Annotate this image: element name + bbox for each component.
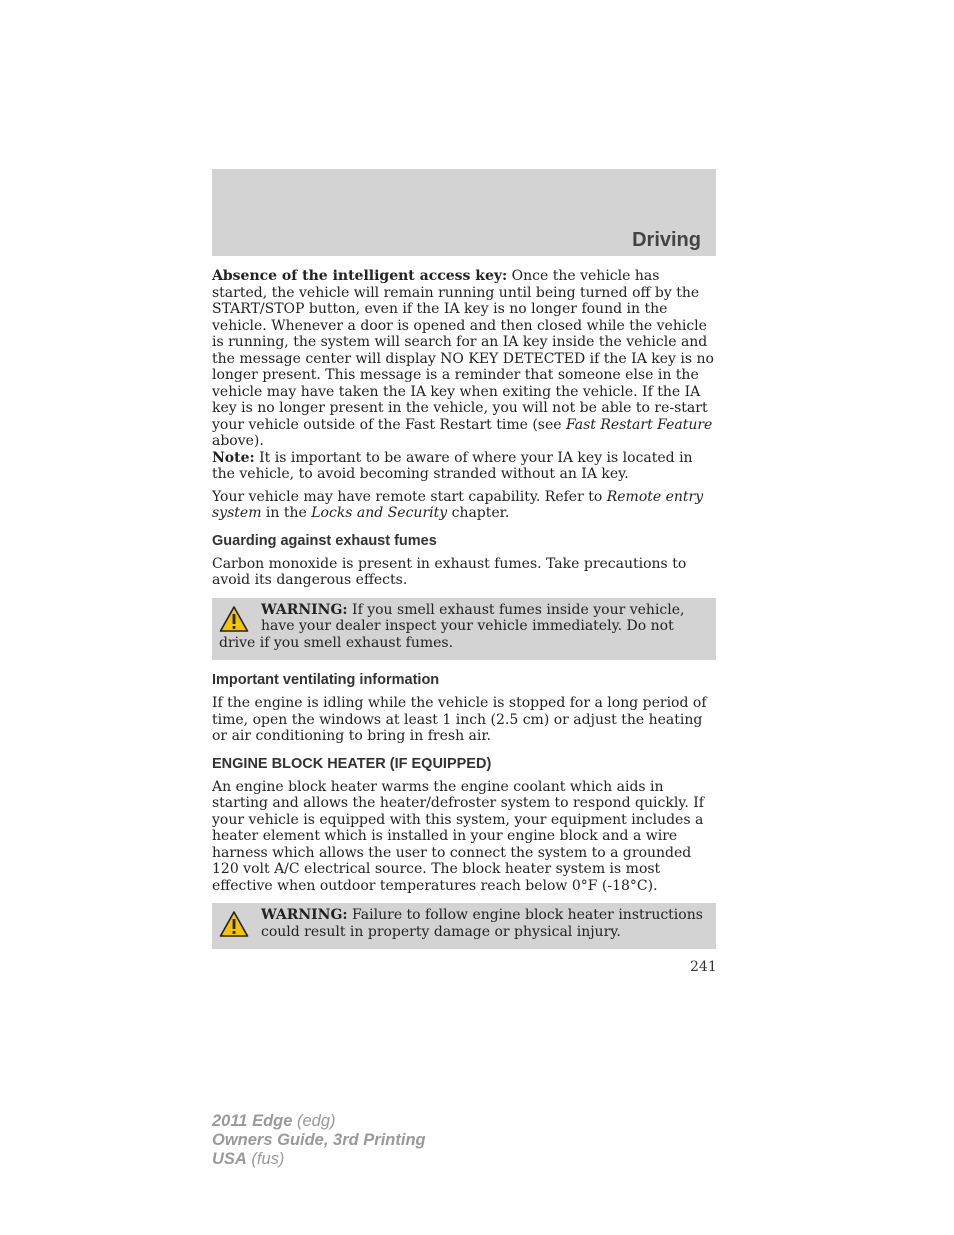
exhaust-heading: Guarding against exhaust fumes: [212, 532, 437, 549]
exhaust-warning-text: If you smell exhaust fumes inside your vehicle, have your dealer inspect your vehicle immediately. Do not drive if you smell exhaust fumes.: [219, 601, 685, 651]
note-label: Note:: [212, 449, 255, 466]
footer-market-code: (fus): [246, 1150, 285, 1168]
intelligent-key-text: Once the vehicle has started, the vehicle will remain running until being turned off by the START/STOP button, even if the IA key is no longer found in the vehicle. Whenever a door is opened and then closed while the vehicle is running, the system will search for an IA key inside the vehicle and the message center will display NO KEY DETECTED if the IA key is no longer present. This message is a reminder that someone else in the vehicle may have taken the IA key when exiting the vehicle. If the IA key is no longer present in the vehicle, you will not be able to re-start your vehicle outside of the Fast Restart time (see: [212, 268, 714, 433]
remote-start-text-2: in the: [261, 505, 312, 521]
intelligent-key-text-end: above).: [212, 433, 264, 449]
footer-guide: Owners Guide, 3rd Printing: [212, 1131, 426, 1149]
footer-market: USA: [212, 1150, 247, 1168]
footer-model: 2011 Edge: [212, 1112, 293, 1130]
footer-model-code: (edg): [292, 1112, 336, 1130]
block-heater-warning-label: WARNING:: [261, 907, 348, 923]
ventilating-heading: Important ventilating information: [212, 672, 440, 688]
block-heater-heading: ENGINE BLOCK HEATER (IF EQUIPPED): [212, 755, 492, 772]
intelligent-key-paragraph: [212, 268, 716, 483]
page-number: 241: [690, 959, 717, 975]
exhaust-paragraph: Carbon monoxide is present in exhaust fumes. Take precautions to avoid its dangerous effects.: [212, 555, 687, 588]
remote-start-paragraph: [212, 489, 716, 522]
warning-triangle-icon: [219, 605, 249, 633]
intelligent-key-heading: Absence of the intelligent access key:: [212, 268, 508, 284]
locks-security-reference: Locks and Security: [311, 505, 448, 521]
footer: [212, 1112, 426, 1169]
footer-line-1: [212, 1112, 426, 1131]
block-heater-warning-box: [212, 903, 716, 949]
footer-line-2: [212, 1131, 426, 1150]
warning-triangle-icon: [219, 910, 249, 938]
page-content: [212, 268, 716, 961]
footer-line-3: [212, 1150, 426, 1169]
remote-start-text: Your vehicle may have remote start capability. Refer to: [212, 488, 607, 505]
exhaust-warning-label: WARNING:: [261, 601, 348, 618]
note-text: It is important to be aware of where your IA key is located in the vehicle, to avoid becoming stranded without an IA key.: [212, 449, 693, 482]
ventilating-paragraph: If the engine is idling while the vehicle is stopped for a long period of time, open the windows at least 1 inch (2.5 cm) or adjust the heating or air conditioning to bring in fresh air.: [212, 695, 707, 744]
section-header-band: [212, 169, 716, 256]
block-heater-warning-text: Failure to follow engine block heater instructions could result in property damage or physical injury.: [261, 907, 703, 940]
block-heater-paragraph: An engine block heater warms the engine coolant which aids in starting and allows the heater/defroster system to respond quickly. If your vehicle is equipped with this system, your equipment includes a heater element which is installed in your engine block and a wire harness which allows the user to connect the system to a grounded 120 volt A/C electrical source. The block heater system is most effective when outdoor temperatures reach below 0°F (-18°C).: [212, 778, 704, 894]
remote-entry-reference: Remote entry system: [212, 488, 704, 521]
exhaust-warning-box: [212, 598, 716, 661]
remote-start-text-3: chapter.: [447, 505, 510, 521]
block-heater-warning-content: [261, 907, 708, 940]
section-title: Driving: [632, 229, 701, 251]
fast-restart-reference: Fast Restart Feature: [566, 416, 713, 433]
